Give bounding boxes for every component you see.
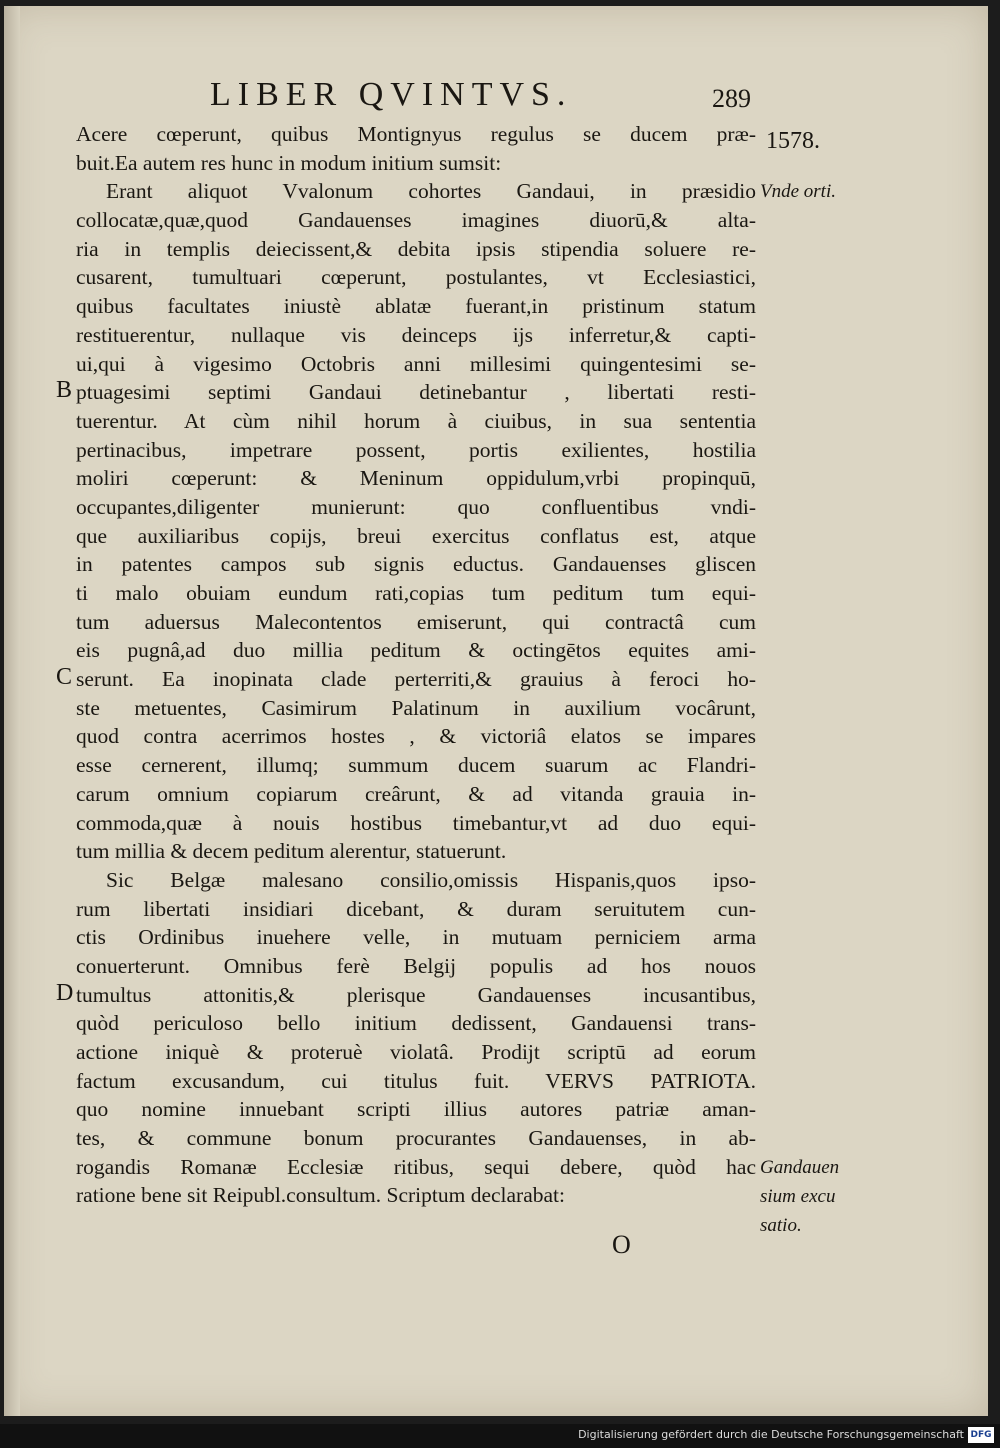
text-line: ti malo obuiam eundum rati,copias tum peditum tum equi- xyxy=(76,581,756,605)
text-line: conuerterunt. Omnibus ferè Belgij populis ad hos nouos xyxy=(76,953,756,978)
text-line: occupantes,diligenter munierunt: quo confluentibus vndi- xyxy=(76,494,756,519)
text-line: moliri cœperunt: & Meninum oppidulum,vrbi propinquū, xyxy=(76,466,756,491)
text-line: quod contra acerrimos hostes , & victoriâ elatos se impares xyxy=(76,724,756,749)
text-line: pertinacibus, impetrare possent, portis exilientes, hostilia xyxy=(76,437,756,462)
text-line: carum omnium copiarum creârunt, & ad vitanda grauia in- xyxy=(76,781,756,806)
text-line: ui,qui à vigesimo Octobris anni millesimi quingentesimi se- xyxy=(76,351,756,376)
binding-edge xyxy=(4,6,20,1416)
text-line: ctis Ordinibus inuehere velle, in mutuam perniciem arma xyxy=(76,925,756,950)
margin-year: 1578. xyxy=(766,128,820,154)
margin-note: Vnde orti. xyxy=(760,181,836,203)
text-line: ste metuentes, Casimirum Palatinum in auxilium vocârunt, xyxy=(76,695,756,720)
margin-note: sium excu xyxy=(760,1185,836,1207)
text-line: tumultus attonitis,& plerisque Gandauenses incusantibus, xyxy=(76,982,756,1007)
running-title: LIBER QVINTVS. xyxy=(210,76,573,113)
footer-bar xyxy=(0,1424,1000,1448)
text-line: factum excusandum, cui titulus fuit. VERVS PATRIOTA. xyxy=(76,1068,756,1093)
text-line: tes, & commune bonum procurantes Gandauenses, in ab- xyxy=(76,1126,756,1151)
text-line: restituerentur, nullaque vis deinceps ijs inferretur,& capti- xyxy=(76,322,756,347)
text-line: serunt. Ea inopinata clade perterriti,& grauius à feroci ho- xyxy=(76,667,756,692)
text-line: rogandis Romanæ Ecclesiæ ritibus, sequi debere, quòd hac xyxy=(76,1154,756,1179)
text-line: ria in templis deiecissent,& debita ipsis stipendia soluere re- xyxy=(76,236,756,261)
text-line: quo nomine innuebant scripti illius autores patriæ aman- xyxy=(76,1097,756,1122)
text-line: esse cernerent, illumq; summum ducem suarum ac Flandri- xyxy=(76,753,756,778)
text-line: Erant aliquot Vvalonum cohortes Gandaui, in præsidio xyxy=(106,179,756,204)
text-line: tum aduersus Malecontentos emiserunt, qui contractâ cum xyxy=(76,609,756,634)
text-line: tuerentur. At cùm nihil horum à ciuibus, in sua sententia xyxy=(76,408,756,433)
text-line: ptuagesimi septimi Gandaui detinebantur , libertati resti- xyxy=(76,380,756,405)
dfg-logo-icon: DFG xyxy=(968,1427,994,1443)
section-letter: D xyxy=(56,980,74,1006)
catchword: O xyxy=(612,1230,631,1259)
section-letter: C xyxy=(56,664,73,691)
text-line: buit.Ea autem res hunc in modum initium sumsit: xyxy=(76,150,502,175)
text-line: cusarent, tumultuari cœperunt, postulantes, vt Ecclesiastici, xyxy=(76,265,756,290)
text-line: tum millia & decem peditum alerentur, statuerunt. xyxy=(76,839,507,864)
text-line: commoda,quæ à nouis hostibus timebantur,vt ad duo equi- xyxy=(76,810,756,835)
body-text xyxy=(76,120,756,1210)
text-line: collocatæ,quæ,quod Gandauenses imagines diuorū,& alta- xyxy=(76,208,756,233)
text-line: ratione bene sit Reipubl.consultum. Scriptum declarabat: xyxy=(76,1183,565,1208)
text-line: in patentes campos sub signis eductus. Gandauenses gliscen xyxy=(76,552,756,577)
text-line: Acere cœperunt, quibus Montignyus regulus se ducem præ- xyxy=(76,122,756,146)
margin-note: satio. xyxy=(760,1214,802,1236)
text-line: rum libertati insidiari dicebant, & duram seruitutem cun- xyxy=(76,896,756,921)
text-line: Sic Belgæ malesano consilio,omissis Hispanis,quos ipso- xyxy=(106,867,756,892)
margin-note: Gandauen xyxy=(760,1157,840,1179)
funding-credit: Digitalisierung gefördert durch die Deutsche Forschungsgemeinschaft xyxy=(578,1428,964,1441)
page-number: 289 xyxy=(712,84,751,113)
text-line: quibus facultates iniustè ablatæ fuerant,in pristinum statum xyxy=(76,294,756,319)
text-line: actione iniquè & proteruè violatâ. Prodijt scriptū ad eorum xyxy=(76,1040,756,1064)
text-line: que auxiliaribus copijs, breui exercitus conflatus est, atque xyxy=(76,523,756,548)
text-line: eis pugnâ,ad duo millia peditum & octingētos equites ami- xyxy=(76,638,756,663)
text-line: quòd periculoso bello initium dedissent, Gandauensi trans- xyxy=(76,1011,756,1036)
section-letter: B xyxy=(56,377,73,404)
